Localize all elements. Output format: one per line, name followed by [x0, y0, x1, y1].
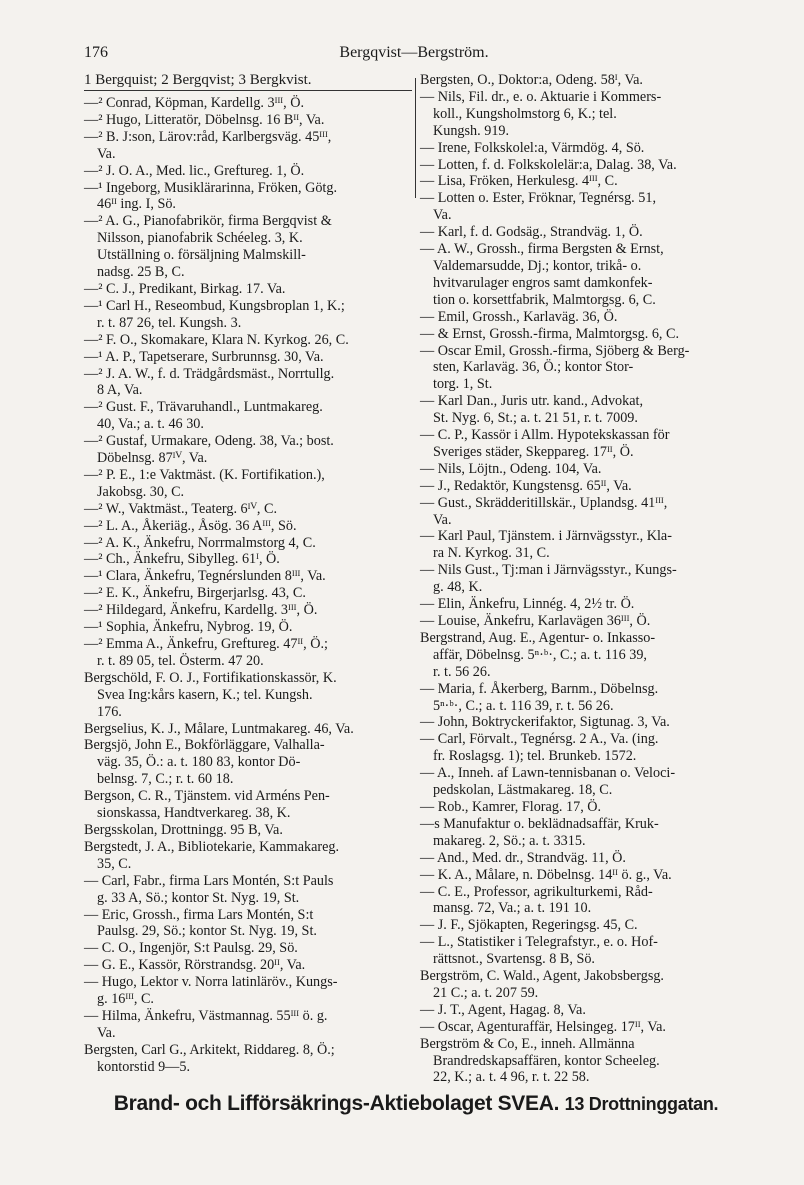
directory-entry: — Emil, Grossh., Karlaväg. 36, Ö. — [420, 308, 618, 325]
directory-entry: — J. T., Agent, Hagag. 8, Va. — [420, 1001, 586, 1018]
directory-entry: Bergson, C. R., Tjänstem. vid Arméns Pen- sionskassa, Handtverkareg. 38, K. — [84, 788, 330, 822]
directory-entry: —¹ Sophia, Änkefru, Nybrog. 19, Ö. — [84, 619, 293, 636]
directory-entry: —² A. G., Pianofabrikör, firma Bergqvist & Nilsson, pianofabrik Schéeleg. 3, K. Utställning o. försäljning Malmskill- nadsg. 25 B, C. — [84, 213, 332, 281]
directory-entry: — Rob., Kamrer, Florag. 17, Ö. — [420, 798, 602, 815]
advertiser-name: Brand- och Lifförsäkrings-Aktiebolaget SVEA. — [113, 1092, 560, 1115]
left-column — [84, 72, 412, 1075]
directory-entry: — Louise, Änkefru, Karlavägen 36ᴵᴵᴵ, Ö. — [420, 613, 651, 629]
directory-entry: —² B. J:son, Lärov:råd, Karlbergsväg. 45ᴵᴵᴵ, Va. — [84, 128, 332, 162]
directory-entry: — And., Med. dr., Strandväg. 11, Ö. — [420, 849, 626, 866]
directory-entry: —² Emma A., Änkefru, Greftureg. 47ᴵᴵ, Ö.; r. t. 89 05, tel. Österm. 47 20. — [84, 636, 328, 669]
running-head: Bergqvist—Bergström. — [339, 44, 489, 61]
directory-entry: — Karl Dan., Juris utr. kand., Advokat, St. Nyg. 6, St.; a. t. 21 51, r. t. 7009. — [420, 393, 644, 427]
advertiser-address: 13 Drottninggatan. — [564, 1094, 719, 1114]
directory-entry: — C. P., Kassör i Allm. Hypotekskassan för Sveriges städer, Skeppareg. 17ᴵᴵ, Ö. — [420, 427, 670, 460]
directory-entry: — Irene, Folkskolel:a, Värmdög. 4, Sö. — [420, 139, 645, 156]
directory-entry: — L., Statistiker i Telegrafstyr., e. o. Hof- rättsnot., Svartensg. 8 B, Sö. — [420, 934, 658, 968]
directory-entry: —¹ Clara, Änkefru, Tegnérslunden 8ᴵᴵᴵ, Va. — [84, 568, 326, 585]
directory-entry: — Hilma, Änkefru, Västmannag. 55ᴵᴵᴵ ö. g. Va. — [84, 1007, 328, 1041]
directory-entry: Bergschöld, F. O. J., Fortifikationskassör, K. Svea Ing:kårs kasern, K.; tel. Kungsh. 176. — [84, 669, 337, 720]
directory-entry: —² C. J., Predikant, Birkag. 17. Va. — [84, 280, 286, 297]
directory-entry: — Maria, f. Åkerberg, Barnm., Döbelnsg. 5ⁿ·ᵇ·, C.; a. t. 116 39, r. t. 56 26. — [420, 680, 659, 714]
directory-entry: — & Ernst, Grossh.-firma, Malmtorgsg. 6, C. — [420, 325, 680, 342]
directory-entry: —² Ch., Änkefru, Sibylleg. 61ᴵ, Ö. — [84, 551, 280, 568]
directory-entry: —s Manufaktur o. beklädnadsaffär, Kruk- makareg. 2, Sö.; a. t. 3315. — [420, 815, 659, 849]
directory-entry: —² W., Vaktmäst., Teaterg. 6ᴵⱽ, C. — [84, 500, 278, 517]
directory-entry: — Hugo, Lektor v. Norra latinläröv., Kungs- g. 16ᴵᴵᴵ, C. — [84, 974, 338, 1008]
directory-entry: — Nils, Fil. dr., e. o. Aktuarie i Kommers- koll., Kungsholmstorg 6, K.; tel. Kungsh. 919. — [420, 88, 662, 139]
directory-entry: —² J. A. W., f. d. Trädgårdsmäst., Norrtullg. 8 A, Va. — [84, 365, 335, 399]
directory-entry: — Eric, Grossh., firma Lars Montén, S:t Paulsg. 29, Sö.; kontor St. Nyg. 19, St. — [84, 906, 317, 940]
directory-entry: — A. W., Grossh., firma Bergsten & Ernst, Valdemarsudde, Dj.; kontor, trikå- o. hvitvarulager engros samt damkonfek- tion o. korsettfabrik, Malmtorgsg. 6, C. — [420, 241, 664, 308]
left-entry-list — [84, 95, 412, 1076]
directory-entry: — Oscar, Agenturaffär, Helsingeg. 17ᴵᴵ, Va. — [420, 1018, 666, 1035]
directory-entry: —² Hildegard, Änkefru, Kardellg. 3ᴵᴵᴵ, Ö. — [84, 602, 318, 619]
directory-entry: Bergström, C. Wald., Agent, Jakobsbergsg. 21 C.; a. t. 207 59. — [420, 968, 664, 1001]
directory-entry: — J. F., Sjökapten, Regeringsg. 45, C. — [420, 917, 638, 934]
directory-entry: — Lisa, Fröken, Herkulesg. 4ᴵᴵᴵ, C. — [420, 173, 618, 190]
directory-entry: — Karl, f. d. Godsäg., Strandväg. 1, Ö. — [420, 224, 643, 241]
directory-entry: Bergsjö, John E., Bokförläggare, Valhalla- väg. 35, Ö.: a. t. 180 83, kontor Dö- belnsg. 7, C.; r. t. 60 18. — [84, 737, 325, 788]
directory-entry: — Nils Gust., Tj:man i Järnvägsstyr., Kungs- g. 48, K. — [420, 562, 677, 596]
directory-entry: —¹ A. P., Tapetserare, Surbrunnsg. 30, Va. — [84, 348, 324, 365]
directory-entry: —² E. K., Änkefru, Birgerjarlsg. 43, C. — [84, 585, 306, 602]
directory-entry: — C. O., Ingenjör, S:t Paulsg. 29, Sö. — [84, 940, 298, 957]
directory-entry: Bergselius, K. J., Målare, Luntmakareg. 46, Va. — [84, 720, 354, 737]
directory-entry: Bergsten, Carl G., Arkitekt, Riddareg. 8, Ö.; kontorstid 9—5. — [84, 1041, 335, 1075]
column-divider — [415, 78, 416, 198]
page-number: 176 — [84, 44, 108, 61]
directory-entry: —¹ Carl H., Reseombud, Kungsbroplan 1, K.; r. t. 87 26, tel. Kungsh. 3. — [84, 297, 345, 331]
column-heading: 1 Bergquist; 2 Bergqvist; 3 Bergkvist. — [84, 72, 412, 91]
directory-entry: — Lotten, f. d. Folkskolelär:a, Dalag. 38, Va. — [420, 156, 677, 173]
page-header — [84, 44, 744, 68]
directory-entry: — Carl, Förvalt., Tegnérsg. 2 A., Va. (ing. fr. Roslagsg. 1); tel. Brunkeb. 1572. — [420, 731, 659, 765]
directory-entry: —² J. O. A., Med. lic., Greftureg. 1, Ö. — [84, 162, 305, 179]
directory-entry: —² L. A., Åkeriäg., Åsög. 36 Aᴵᴵᴵ, Sö. — [84, 517, 297, 534]
directory-entry: —² Hugo, Litteratör, Döbelnsg. 16 Bᴵᴵ, Va. — [84, 111, 325, 128]
directory-entry: —² P. E., 1:e Vaktmäst. (K. Fortifikation.), Jakobsg. 30, C. — [84, 466, 325, 500]
directory-entry: —² F. O., Skomakare, Klara N. Kyrkog. 26, C. — [84, 331, 349, 348]
directory-entry: — A., Inneh. af Lawn-tennisbanan o. Veloci- pedskolan, Lästmakareg. 18, C. — [420, 765, 676, 799]
directory-entry: — G. E., Kassör, Rörstrandsg. 20ᴵᴵ, Va. — [84, 957, 306, 974]
directory-entry: — Carl, Fabr., firma Lars Montén, S:t Pauls g. 33 A, Sö.; kontor St. Nyg. 19, St. — [84, 872, 334, 906]
directory-entry: —² Gust. F., Trävaruhandl., Luntmakareg. 40, Va.; a. t. 46 30. — [84, 399, 323, 433]
directory-entry: Bergstrand, Aug. E., Agentur- o. Inkasso- affär, Döbelnsg. 5ⁿ·ᵇ·, C.; a. t. 116 39, r. t. 56 26. — [420, 629, 656, 680]
directory-entry: — C. E., Professor, agrikulturkemi, Råd- mansg. 72, Va.; a. t. 191 10. — [420, 883, 653, 917]
directory-entry: — Karl Paul, Tjänstem. i Järnvägsstyr., Kla- ra N. Kyrkog. 31, C. — [420, 528, 672, 562]
directory-entry: Bergsskolan, Drottningg. 95 B, Va. — [84, 821, 283, 838]
directory-entry: — Gust., Skrädderitillskär., Uplandsg. 41ᴵᴵᴵ, Va. — [420, 494, 668, 528]
directory-entry: — K. A., Målare, n. Döbelnsg. 14ᴵᴵ ö. g., Va. — [420, 866, 672, 883]
directory-entry: —¹ Ingeborg, Musiklärarinna, Fröken, Götg. 46ᴵᴵ ing. I, Sö. — [84, 179, 338, 213]
directory-entry: Bergstedt, J. A., Bibliotekarie, Kammakareg. 35, C. — [84, 838, 340, 872]
directory-entry: — Lotten o. Ester, Fröknar, Tegnérsg. 51, Va. — [420, 190, 656, 224]
footer-advertisement — [84, 1092, 748, 1116]
right-column — [420, 72, 748, 1086]
directory-entry: —² Conrad, Köpman, Kardellg. 3ᴵᴵᴵ, Ö. — [84, 95, 305, 111]
directory-entry: — Oscar Emil, Grossh.-firma, Sjöberg & Berg- sten, Karlaväg. 36, Ö.; kontor Stor- torg. 1, St. — [420, 342, 690, 393]
directory-entry: — John, Boktryckerifaktor, Sigtunag. 3, Va. — [420, 714, 670, 731]
directory-entry: Bergsten, O., Doktor:a, Odeng. 58ᴵ, Va. — [420, 72, 643, 88]
directory-entry: — Elin, Änkefru, Linnég. 4, 2½ tr. Ö. — [420, 596, 635, 613]
directory-entry: —² A. K., Änkefru, Norrmalmstorg 4, C. — [84, 534, 316, 551]
directory-entry: — J., Redaktör, Kungstensg. 65ᴵᴵ, Va. — [420, 477, 632, 494]
directory-entry: Bergström & Co, E., inneh. Allmänna Brandredskapsaffären, kontor Scheeleg. 22, K.; a. t. 4 96, r. t. 22 58. — [420, 1035, 660, 1086]
directory-entry: —² Gustaf, Urmakare, Odeng. 38, Va.; bost. Döbelnsg. 87ᴵⱽ, Va. — [84, 433, 334, 467]
right-entry-list — [420, 72, 748, 1086]
directory-columns — [84, 72, 748, 1086]
directory-entry: — Nils, Löjtn., Odeng. 104, Va. — [420, 460, 602, 477]
